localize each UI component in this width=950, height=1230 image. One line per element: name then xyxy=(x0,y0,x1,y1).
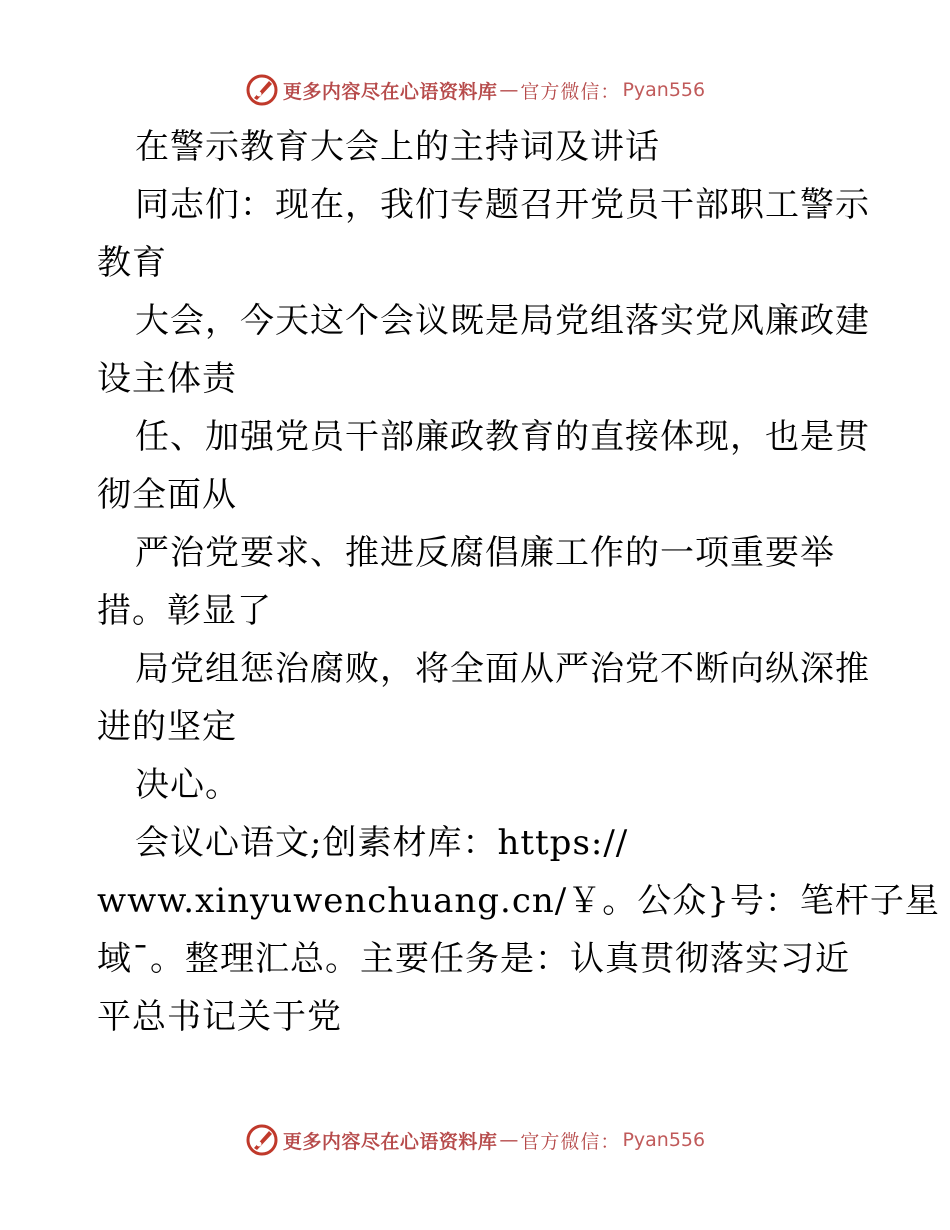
text-line: 措。彰显了 xyxy=(97,591,272,631)
banner-wechat-id: Pyan556 xyxy=(622,1129,706,1151)
text-line: 决心。 xyxy=(135,765,240,805)
banner-wechat-id: Pyan556 xyxy=(622,79,706,101)
text-line: 彻全面从 xyxy=(97,475,237,515)
footer-watermark-banner xyxy=(0,1120,950,1160)
text-line: 大会，今天这个会议既是局党组落实党风廉政建 xyxy=(135,301,870,341)
text-line: 教育 xyxy=(97,243,167,283)
text-line: 域¯。整理汇总。主要任务是：认真贯彻落实习近 xyxy=(97,939,850,979)
quill-logo-icon xyxy=(245,1123,279,1157)
banner-main-text: 更多内容尽在心语资料库 xyxy=(282,80,498,103)
text-line: 设主体责 xyxy=(97,359,237,399)
banner-separator: — xyxy=(499,79,519,101)
text-line: 局党组惩治腐败，将全面从严治党不断向纵深推 xyxy=(135,649,870,689)
banner-main-text: 更多内容尽在心语资料库 xyxy=(282,1130,498,1153)
text-line: 任、加强党员干部廉政教育的直接体现，也是贯 xyxy=(135,417,870,457)
quill-logo-icon xyxy=(245,73,279,107)
header-watermark-banner xyxy=(0,70,950,110)
document-body xyxy=(97,118,940,1046)
text-line: www.xinyuwenchuang.cn/￥。公众}号：笔杆子星 xyxy=(97,881,940,921)
text-line: 平总书记关于党 xyxy=(97,997,342,1037)
text-line: 严治党要求、推进反腐倡廉工作的一项重要举 xyxy=(135,533,835,573)
banner-wechat-label: 官方微信： xyxy=(520,80,621,103)
text-line: 同志们：现在，我们专题召开党员干部职工警示 xyxy=(135,185,870,225)
text-line: 进的坚定 xyxy=(97,707,237,747)
banner-wechat-label: 官方微信： xyxy=(520,1130,621,1153)
banner-separator: — xyxy=(499,1129,519,1151)
text-line: 在警示教育大会上的主持词及讲话 xyxy=(135,127,660,167)
text-line: 会议心语文;创素材库：https:// xyxy=(135,823,629,863)
